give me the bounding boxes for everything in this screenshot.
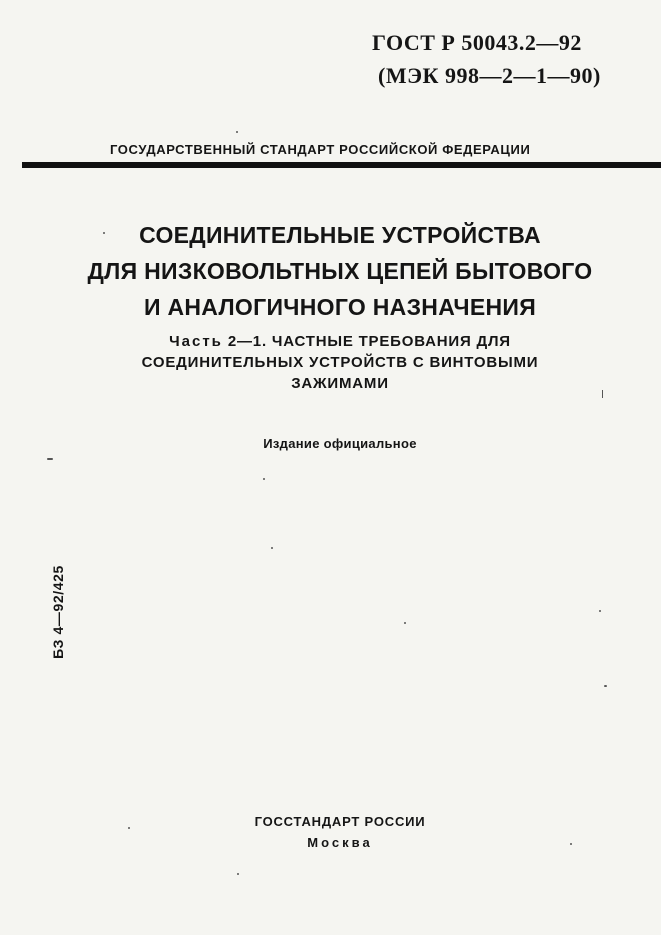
side-code: БЗ 4—92/425 [50,565,66,659]
scan-speck [237,873,239,875]
title-line-3: И АНАЛОГИЧНОГО НАЗНАЧЕНИЯ [143,294,537,320]
subtitle-line-3: ЗАЖИМАМИ [291,375,389,392]
edition-label: Издание официальное [263,436,417,451]
title-line-2: ДЛЯ НИЗКОВОЛЬТНЫХ ЦЕПЕЙ БЫТОВОГО [87,258,593,284]
scan-speck [602,390,603,398]
scan-speck [404,622,406,624]
document-subtitle [60,331,620,394]
scan-speck [271,547,273,549]
scan-speck [47,458,53,460]
scan-speck [604,685,607,687]
state-standard-heading: ГОСУДАРСТВЕННЫЙ СТАНДАРТ РОССИЙСКОЙ ФЕДЕРАЦИИ [110,142,531,157]
scan-speck [128,827,130,829]
part-number: 2—1. ЧАСТНЫЕ ТРЕБОВАНИЯ ДЛЯ [227,333,511,350]
scan-speck [236,131,238,133]
subtitle-line-2: СОЕДИНИТЕЛЬНЫХ УСТРОЙСТВ С ВИНТОВЫМИ [141,354,539,371]
iec-number: (МЭК 998—2—1—90) [378,63,601,88]
publisher: ГОССТАНДАРТ РОССИИ [254,814,426,829]
title-line-1: СОЕДИНИТЕЛЬНЫЕ УСТРОЙСТВА [139,222,541,248]
scan-speck [263,478,265,480]
scan-speck [599,610,601,612]
header-rule [22,162,661,168]
scan-speck [103,232,105,234]
scan-speck [570,843,572,845]
gost-number: ГОСТ Р 50043.2—92 [372,30,582,55]
part-label: Часть [169,333,223,350]
subtitle-line-1 [60,331,620,352]
publication-city: Москва [307,835,373,850]
document-title [40,217,640,325]
